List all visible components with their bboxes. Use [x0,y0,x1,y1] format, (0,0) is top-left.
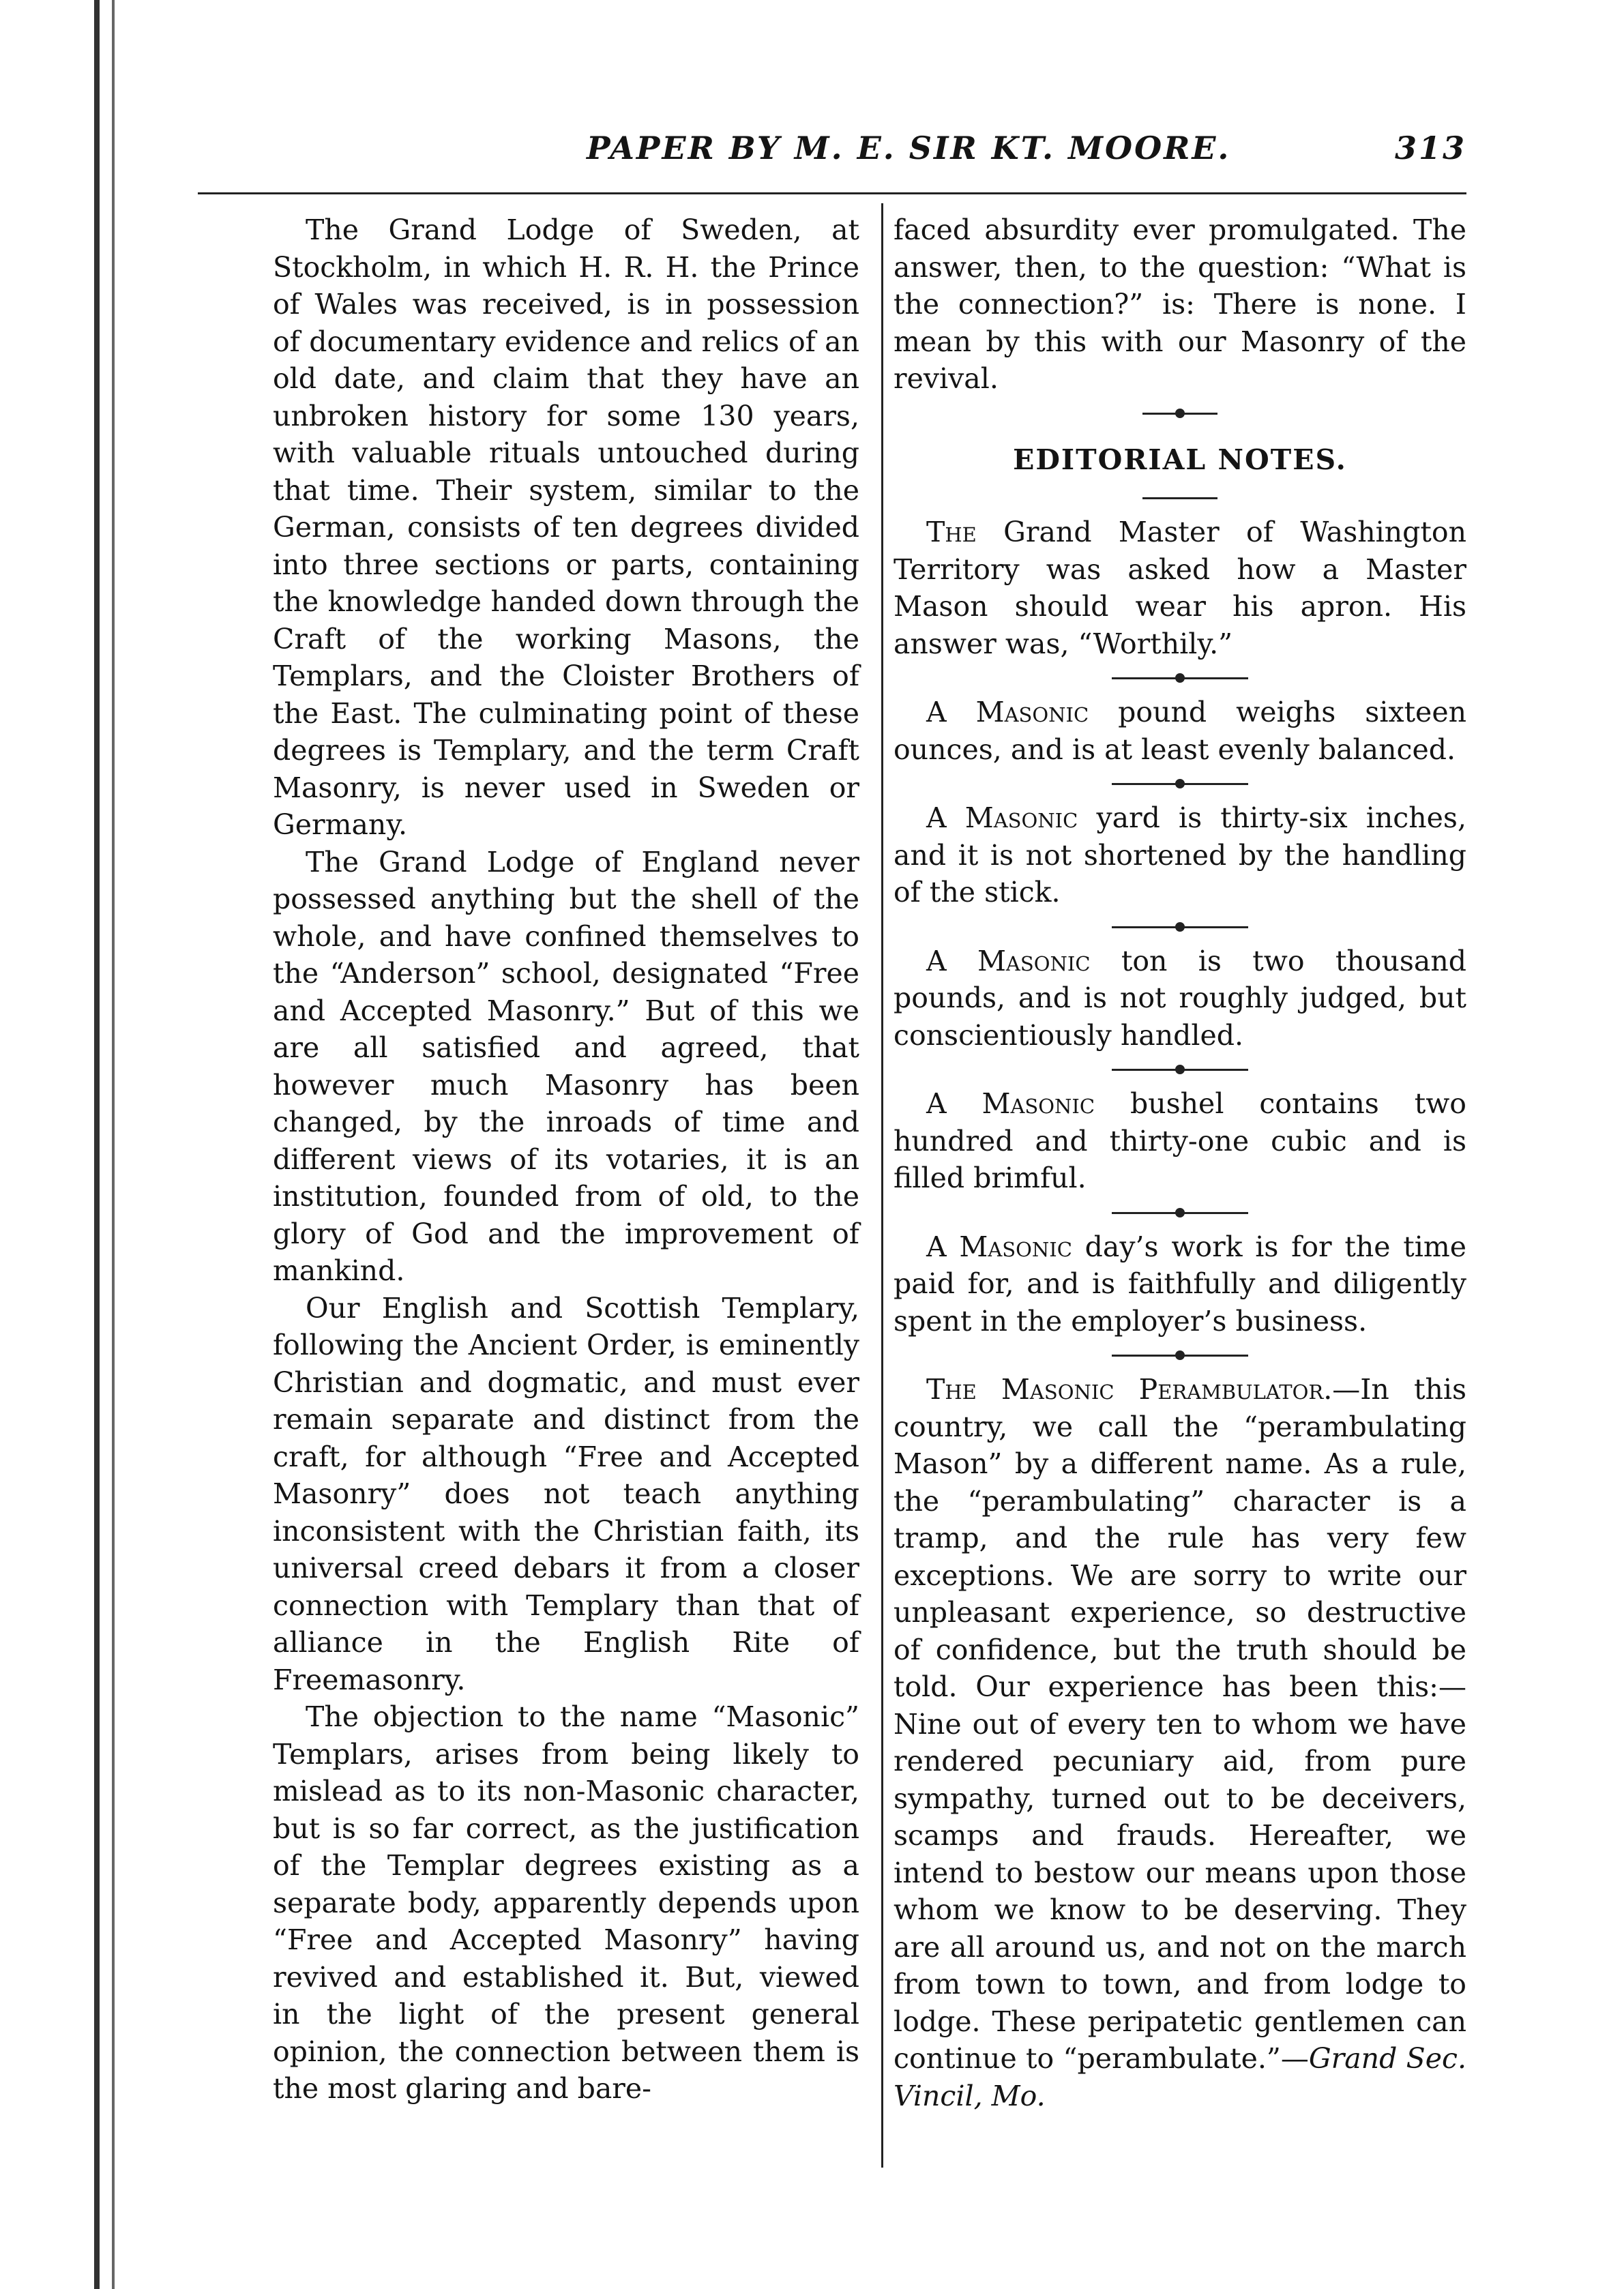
note-lead: A Masonic [926,944,1091,977]
page-number: 313 [1394,130,1466,166]
ornament-separator [894,768,1466,799]
column-divider [881,203,883,2168]
note-paragraph [894,943,1466,1054]
book-spine-edge [82,0,130,2289]
heading-rule [894,482,1466,514]
paragraph: The Grand Lodge of England never possessed anything but the shell of the whole, and have confined themselves to the “Anderson” school, designated “Free and Accepted Masonry.” But of this we are all satisfied and agreed, that however much Masonry has been changed, by the inroads of time and different views of its votaries, it is an institution, founded from of old, to the glory of God and the improvement of mankind. [273,845,859,1287]
note-text: ton is two thousand pounds, and is not roughly judged, but conscientiously handled. [894,944,1466,1052]
note-text: pound weighs sixteen ounces, and is at least evenly balanced. [894,696,1466,766]
note-lead: A Masonic [926,696,1089,728]
right-column [894,211,1466,2114]
note-text: day’s work is for the time paid for, and is faithfully and diligently spent in the employer’s business. [894,1230,1466,1338]
note-text: bushel contains two hundred and thirty-one cubic and is filled brimful. [894,1087,1466,1194]
ornament-separator [894,1054,1466,1085]
left-column [273,211,859,2108]
note-text: —In this country, we call the “perambulating Mason” by a different name. As a rule, the “perambulating” character is a tramp, and the rule has very few exceptions. We are sorry to write our unpleasant experience, so destructive of confidence, but the truth should be told. Our experience has been this:—Nine out of every ten to whom we have rendered pecuniary aid, from pure sympathy, turned out to be deceivers, scamps and frauds. Hereafter, we intend to bestow our means upon those whom we know to be deserving. They are all around us, and not on the march from town to town, and from lodge to lodge. These peripatetic gentlemen can continue to “perambulate.”— [894,1373,1466,2075]
paragraph: faced absurdity ever promulgated. The answer, then, to the question: “What is the connection?” is: There is none. I mean by this with our Masonry of the revival. [894,213,1466,395]
ornament-separator [894,911,1466,943]
note-paragraph [894,1228,1466,1340]
note-paragraph [894,694,1466,768]
paragraph: Our English and Scottish Templary, following the Ancient Order, is eminently Christian and dogmatic, and must ever remain separate and distinct from the craft, for although “Free and Accepted Masonry” does not teach anything inconsistent with the Christian faith, its universal creed debars it from a closer connection with Templary than that of alliance in the English Rite of Freemasonry. [273,1291,859,1696]
ornament-separator [894,398,1466,429]
signature: Grand Sec. Vincil, Mo. [894,2042,1466,2112]
header-rule [198,192,1466,194]
note-lead: A Masonic [926,801,1078,834]
paragraph: The objection to the name “Masonic” Templars, arises from being likely to mislead as to its non-Masonic character, but is so far correct, as the justification of the Templar degrees existing as a separate body, apparently depends upon “Free and Accepted Masonry” having revived and established it. But, viewed in the light of the present general opinion, the connection between them is the most glaring and bare- [273,1700,859,2105]
note-lead: The Masonic Perambulator. [926,1373,1333,1406]
running-header [587,130,1466,184]
note-text: yard is thirty-six inches, and it is not shortened by the handling of the stick. [894,801,1466,909]
note-lead: A Masonic [926,1087,1095,1120]
ornament-separator [894,662,1466,694]
paragraph: The Grand Lodge of Sweden, at Stockholm, in which H. R. H. the Prince of Wales was received, is in possession of documentary evidence and relics of an old date, and claim that they have an unbroken history for some 130 years, with valuable rituals untouched during that time. Their system, similar to the German, consists of ten degrees divided into three sections or parts, containing the knowledge handed down through the Craft of the working Masons, the Templars, and the Cloister Brothers of the East. The culminating point of these degrees is Templary, and the term Craft Masonry, is never used in Sweden or Germany. [273,213,859,841]
ornament-separator [894,1340,1466,1371]
note-text: Grand Master of Washington Territory was asked how a Master Mason should wear his apron. His answer was, “Worthily.” [894,516,1466,660]
ornament-separator [894,1197,1466,1228]
note-paragraph [894,1371,1466,2114]
note-paragraph [894,1085,1466,1197]
note-paragraph [894,514,1466,662]
note-lead: A Masonic [926,1230,1072,1263]
note-paragraph [894,799,1466,911]
running-title: PAPER BY M. E. SIR KT. MOORE. [587,130,1231,166]
section-heading: EDITORIAL NOTES. [1013,443,1347,476]
note-lead: The [926,516,977,548]
